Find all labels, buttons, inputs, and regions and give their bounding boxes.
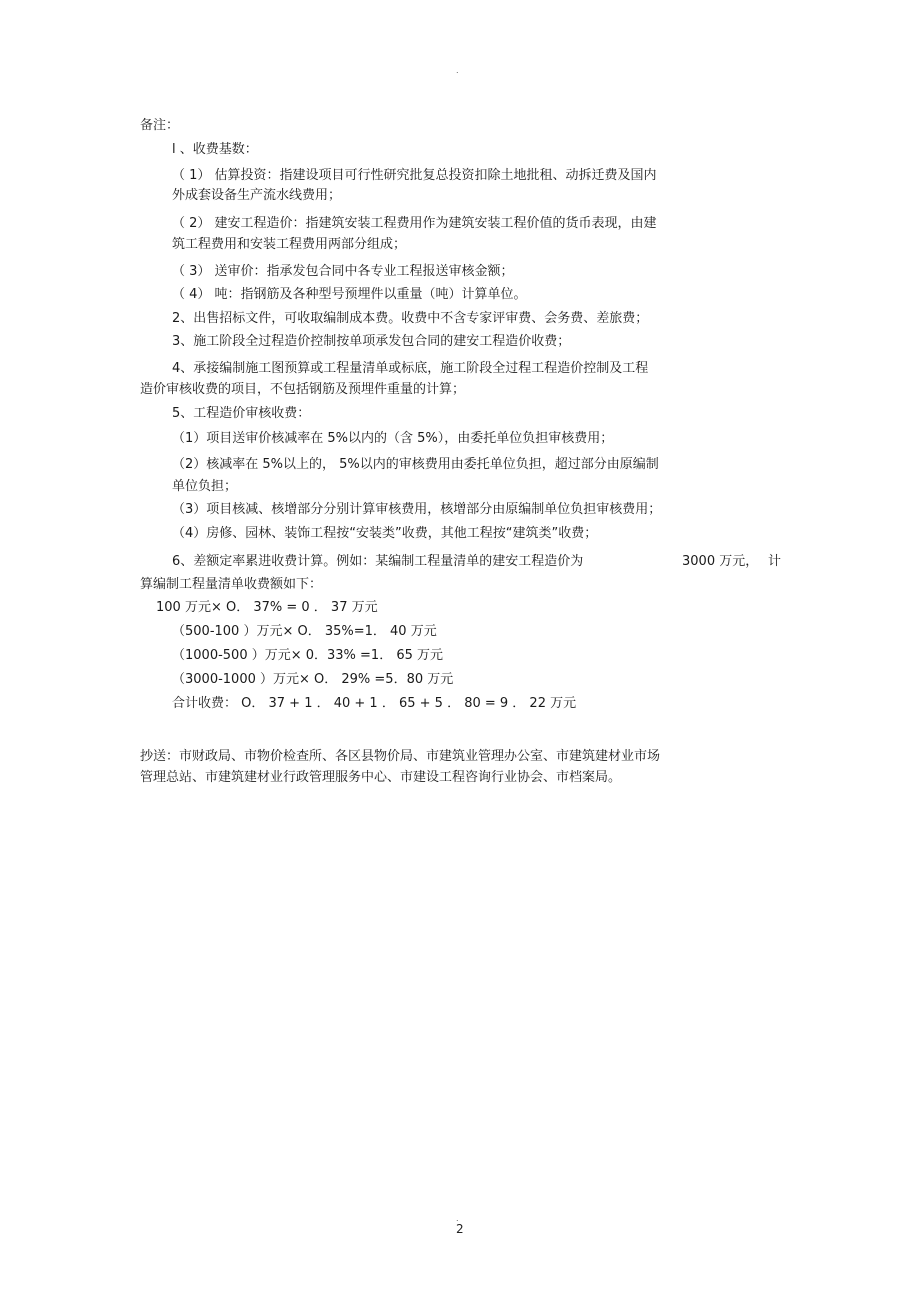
section-3: 3、施工阶段全过程造价控制按单项承发包合同的建安工程造价收费； bbox=[172, 334, 571, 349]
section-5-item-2-line-2: 单位负担； bbox=[172, 479, 238, 494]
section-2: 2、出售招标文件，可收取编制成本费。收费中不含专家评审费、会务费、差旅费； bbox=[172, 311, 649, 326]
section-1-item-3: （ 3） 送审价：指承发包合同中各专业工程报送审核金额； bbox=[172, 264, 514, 279]
calc-row-3: （1000-500 ）万元× 0．33% =1． 65 万元 bbox=[172, 648, 444, 663]
page-number: 2 bbox=[456, 1222, 464, 1236]
section-1-item-1-line-2: 外成套设备生产流水线费用； bbox=[172, 188, 342, 203]
section-6-line-2: 算编制工程量清单收费额如下： bbox=[140, 577, 323, 592]
header-mark: . bbox=[456, 66, 459, 75]
section-5-title: 5、工程造价审核收费： bbox=[172, 406, 311, 421]
section-1-item-1-line-1: （ 1） 估算投资：指建设项目可行性研究批复总投资扣除土地批租、动拆迁费及国内 bbox=[172, 168, 657, 183]
section-1-item-2-line-2: 筑工程费用和安装工程费用两部分组成； bbox=[172, 237, 407, 252]
section-5-item-1: （1）项目送审价核减率在 5%以内的（含 5%），由委托单位负担审核费用； bbox=[172, 431, 614, 446]
calc-total: 合计收费： O． 37 + 1 ． 40 + 1 ． 65 + 5 ． 80 = 9 ． 22 万元 bbox=[172, 696, 577, 711]
section-5-item-4: （4）房修、园林、装饰工程按“安装类”收费，其他工程按“建筑类”收费； bbox=[172, 526, 598, 541]
cc-line-1: 抄送：市财政局、市物价检查所、各区县物价局、市建筑业管理办公室、市建筑建材业市场 bbox=[140, 749, 661, 764]
footer-mark: . bbox=[456, 1214, 459, 1223]
cc-line-2: 管理总站、市建筑建材业行政管理服务中心、市建设工程咨询行业协会、市档案局。 bbox=[140, 770, 622, 785]
section-1-title: l 、收费基数： bbox=[172, 142, 258, 157]
calc-row-2: （500-100 ）万元× O． 35%=1． 40 万元 bbox=[172, 624, 437, 639]
section-5-item-3: （3）项目核减、核增部分分别计算审核费用，核增部分由原编制单位负担审核费用； bbox=[172, 502, 662, 517]
section-6-line-1-tail: 计 bbox=[768, 554, 782, 569]
section-4-line-2: 造价审核收费的项目，不包括钢筋及预埋件重量的计算； bbox=[140, 382, 466, 397]
calc-row-4: （3000-1000 ）万元× O． 29% =5．80 万元 bbox=[172, 672, 454, 687]
section-5-item-2-line-1: （2）核减率在 5%以上的， 5%以内的审核费用由委托单位负担，超过部分由原编制 bbox=[172, 457, 659, 472]
section-6-amount: 3000 万元， bbox=[682, 554, 759, 569]
section-4-line-1: 4、承接编制施工图预算或工程量清单或标底，施工阶段全过程工程造价控制及工程 bbox=[172, 361, 649, 376]
section-1-item-4: （ 4） 吨：指钢筋及各种型号预埋件以重量（吨）计算单位。 bbox=[172, 287, 527, 302]
remarks-heading: 备注： bbox=[140, 118, 180, 133]
section-6-line-1: 6、差额定率累进收费计算。例如：某编制工程量清单的建安工程造价为 bbox=[172, 554, 584, 569]
calc-row-1: 100 万元× O． 37% = 0 ． 37 万元 bbox=[156, 600, 378, 615]
section-1-item-2-line-1: （ 2） 建安工程造价：指建筑安装工程费用作为建筑安装工程价值的货币表现，由建 bbox=[172, 216, 657, 231]
